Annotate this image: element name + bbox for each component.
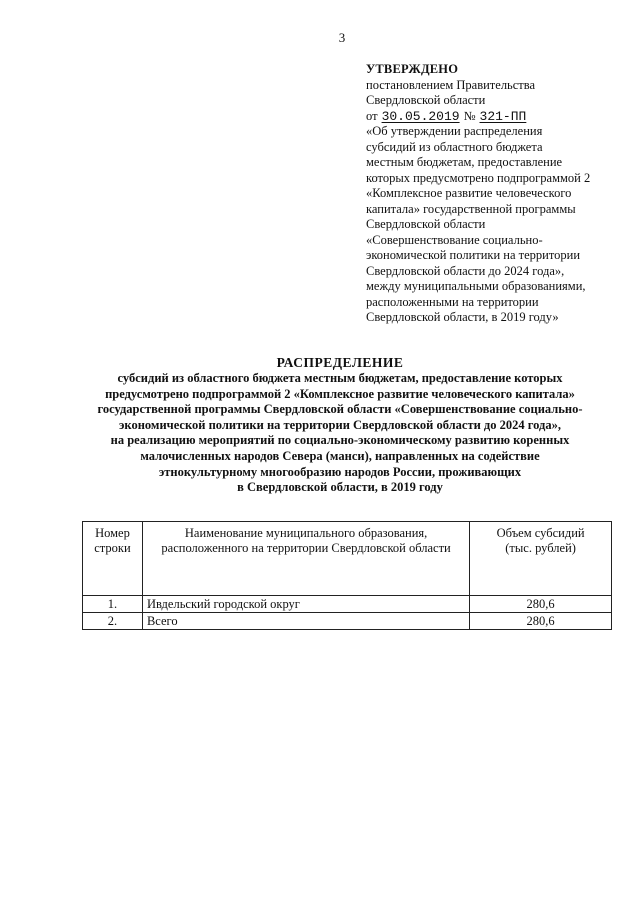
header-amount: Объем субсидий (тыс. рублей) (470, 522, 612, 596)
table-row (83, 596, 612, 613)
approval-date-line (366, 109, 628, 125)
document-heading (60, 354, 620, 496)
date-prefix: от (366, 108, 378, 123)
header-row-number: Номер строки (83, 522, 143, 596)
subsidy-table-wrapper (82, 521, 612, 630)
document-subtitle: субсидий из областного бюджета местным бюджетам, предоставление которых предусмотрено подпрограммой 2 «Комплексное развитие человеческого капитала» государственной программы Свердловской области «Совершенствование социально- экономической политики на территории Свердловской области до 2024 года», на реализацию мероприятий по социально-экономическому развитию коренных малочисленных народов Севера (манси), направленных на содействие этнокультурному многообразию народов России, проживающих в Свердловской области, в 2019 году (97, 371, 583, 495)
row-amount: 280,6 (470, 613, 612, 630)
approval-number: 321-ПП (479, 108, 527, 124)
approval-line-2: Свердловской области (366, 93, 486, 107)
page-number: 3 (338, 30, 346, 45)
approval-date: 30.05.2019 (381, 108, 460, 124)
row-municipality: Ивдельский городской округ (142, 596, 469, 613)
approval-document-title: «Об утверждении распределения субсидий из областного бюджета местным бюджетам, предоставление которых предусмотрено подпрограммой 2 «Комплексное развитие человеческого капитала» государственной программы Свердловской области «Совершенствование социально- экономической политики на территории Свердловской области до 2024 года», между муниципальными образованиями, расположенными на территории Свердловской области, в 2019 году» (366, 124, 591, 324)
row-number: 1. (83, 596, 143, 613)
subsidy-table (82, 521, 612, 630)
row-municipality: Всего (142, 613, 469, 630)
document-title: РАСПРЕДЕЛЕНИЕ (276, 355, 404, 370)
row-amount: 280,6 (470, 596, 612, 613)
number-prefix: № (463, 108, 476, 123)
table-row (83, 613, 612, 630)
table-header-row (83, 522, 612, 596)
approval-title: УТВЕРЖДЕНО (366, 62, 459, 76)
approval-block (366, 62, 628, 326)
approval-line-1: постановлением Правительства (366, 77, 536, 92)
row-number: 2. (83, 613, 143, 630)
header-municipality: Наименование муниципального образования, расположенного на территории Свердловской области (142, 522, 469, 596)
